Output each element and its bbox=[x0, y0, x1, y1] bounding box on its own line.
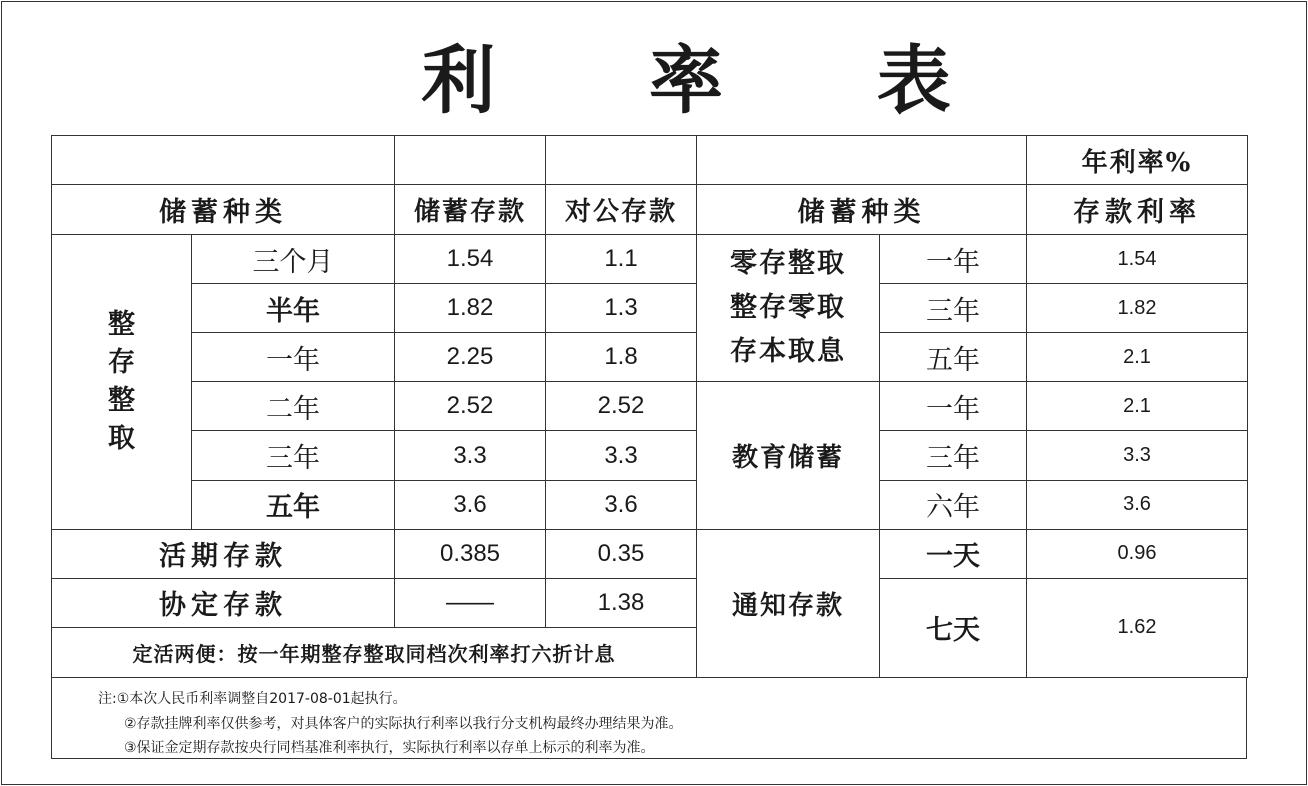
header-deposit-rate: 存款利率 bbox=[1027, 185, 1248, 235]
education-term: 六年 bbox=[880, 480, 1027, 529]
corporate-rate: 3.6 bbox=[546, 480, 697, 529]
header-annual-rate: 年利率% bbox=[1027, 136, 1248, 185]
header-blank-cell bbox=[395, 136, 546, 185]
time-deposit-term: 半年 bbox=[192, 284, 395, 333]
savings-rate: 1.54 bbox=[395, 235, 546, 284]
time-deposit-term: 三年 bbox=[192, 431, 395, 480]
savings-rate: 3.6 bbox=[395, 480, 546, 529]
demand-savings-rate: 0.385 bbox=[395, 529, 546, 578]
zero-whole-rate: 2.1 bbox=[1027, 333, 1248, 382]
time-deposit-term: 三个月 bbox=[192, 235, 395, 284]
corporate-rate: 1.8 bbox=[546, 333, 697, 382]
savings-rate: 3.3 bbox=[395, 431, 546, 480]
education-term: 三年 bbox=[880, 431, 1027, 480]
notice-rate: 1.62 bbox=[1027, 578, 1248, 677]
education-term: 一年 bbox=[880, 382, 1027, 431]
savings-rate: 2.52 bbox=[395, 382, 546, 431]
education-rate: 3.3 bbox=[1027, 431, 1248, 480]
corporate-rate: 2.52 bbox=[546, 382, 697, 431]
footnote-1: 注:①本次人民币利率调整自2017-08-01起执行。 bbox=[98, 691, 407, 707]
zero-whole-term: 五年 bbox=[880, 333, 1027, 382]
demand-deposit-label: 活期存款 bbox=[52, 529, 395, 578]
header-savings-deposit: 储蓄存款 bbox=[395, 185, 546, 235]
header-corporate-deposit: 对公存款 bbox=[546, 185, 697, 235]
corporate-rate: 1.3 bbox=[546, 284, 697, 333]
zero-whole-term: 一年 bbox=[880, 235, 1027, 284]
header-savings-type-right: 储蓄种类 bbox=[697, 185, 1027, 235]
zero-whole-rate: 1.54 bbox=[1027, 235, 1248, 284]
time-deposit-term: 一年 bbox=[192, 333, 395, 382]
zero-whole-term: 三年 bbox=[880, 284, 1027, 333]
agreement-savings-rate: —— bbox=[395, 578, 546, 627]
corporate-rate: 1.1 bbox=[546, 235, 697, 284]
header-blank-cell bbox=[52, 136, 395, 185]
agreement-deposit-label: 协定存款 bbox=[52, 578, 395, 627]
savings-rate: 1.82 bbox=[395, 284, 546, 333]
header-savings-type-left: 储蓄种类 bbox=[52, 185, 395, 235]
time-deposit-term: 五年 bbox=[192, 480, 395, 529]
notice-rate: 0.96 bbox=[1027, 529, 1248, 578]
education-rate: 3.6 bbox=[1027, 480, 1248, 529]
time-deposit-label: 整 存 整 取 bbox=[52, 235, 192, 529]
dinghuo-note: 定活两便：按一年期整存整取同档次利率打六折计息 bbox=[52, 627, 697, 677]
education-rate: 2.1 bbox=[1027, 382, 1248, 431]
demand-corporate-rate: 0.35 bbox=[546, 529, 697, 578]
header-blank-cell bbox=[697, 136, 1027, 185]
footnote-3: ③保证金定期存款按央行同档基准利率执行，实际执行利率以存单上标示的利率为准。 bbox=[124, 740, 655, 756]
agreement-corporate-rate: 1.38 bbox=[546, 578, 697, 627]
zero-whole-label: 零存整取 整存零取 存本取息 bbox=[697, 235, 880, 382]
notice-term: 一天 bbox=[880, 529, 1027, 578]
footnote-2: ②存款挂牌利率仅供参考，对具体客户的实际执行利率以我行分支机构最终办理结果为准。 bbox=[124, 716, 683, 732]
savings-rate: 2.25 bbox=[395, 333, 546, 382]
notice-deposit-label: 通知存款 bbox=[697, 529, 880, 677]
notice-term: 七天 bbox=[880, 578, 1027, 677]
zero-whole-rate: 1.82 bbox=[1027, 284, 1248, 333]
footnotes bbox=[51, 678, 1247, 759]
page-title: 利 率 表 bbox=[421, 38, 1015, 124]
interest-rate-table bbox=[51, 135, 1248, 678]
education-savings-label: 教育储蓄 bbox=[697, 382, 880, 529]
time-deposit-term: 二年 bbox=[192, 382, 395, 431]
header-blank-cell bbox=[546, 136, 697, 185]
corporate-rate: 3.3 bbox=[546, 431, 697, 480]
